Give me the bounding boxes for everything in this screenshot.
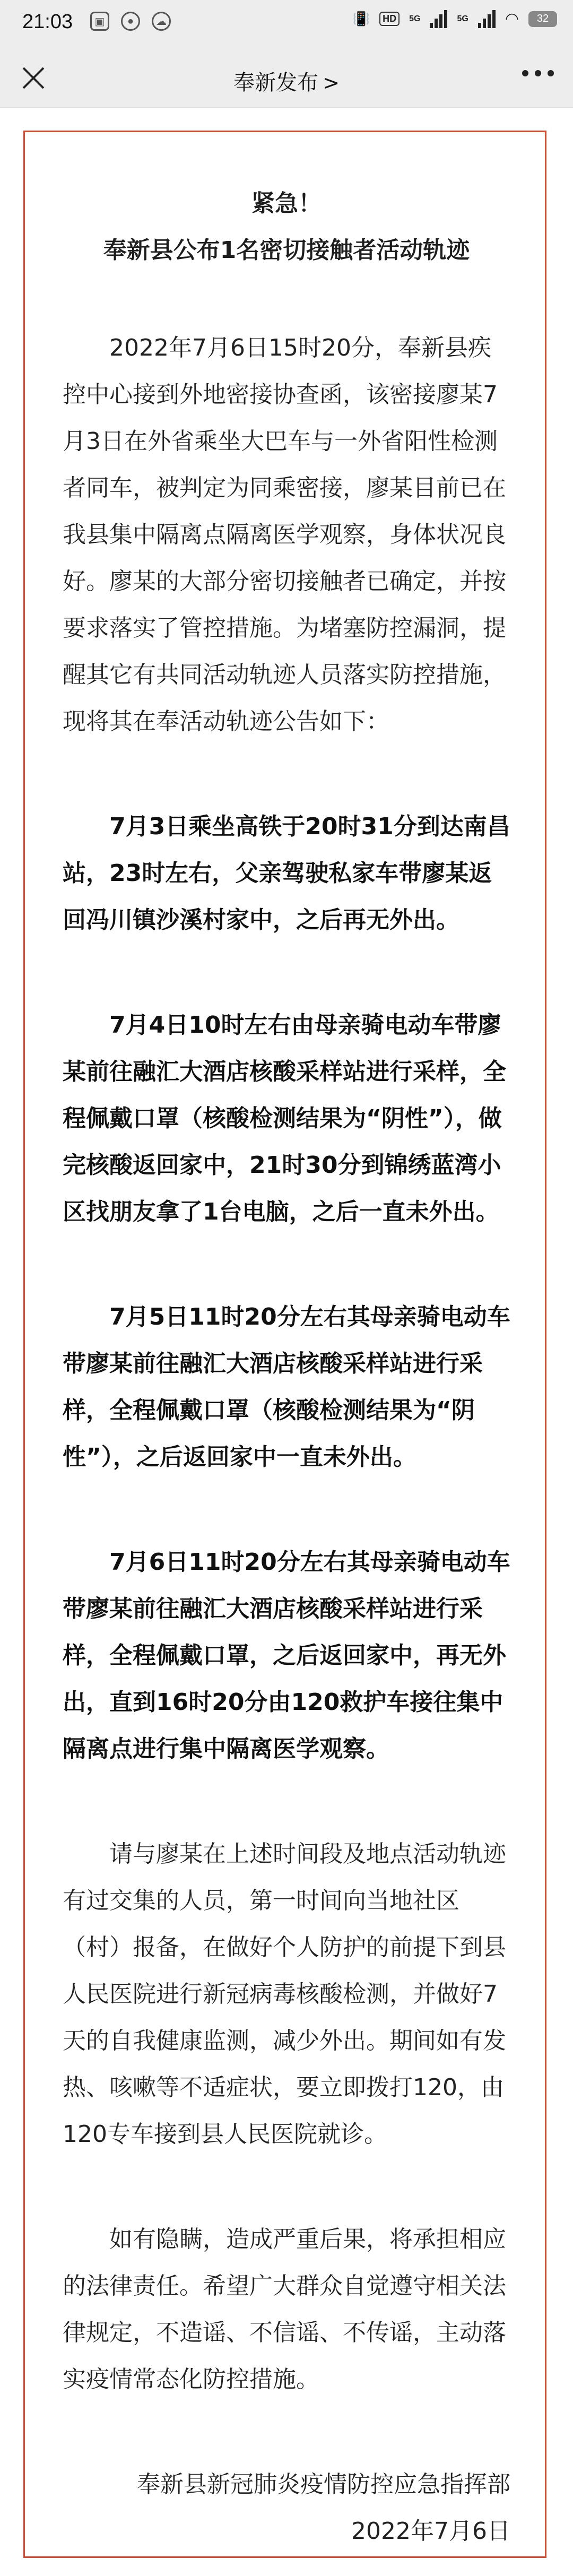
cloud-icon: ☁ xyxy=(152,12,171,31)
more-icon[interactable] xyxy=(522,70,554,76)
wifi-icon: ◠ xyxy=(505,10,519,28)
intro-paragraph: 2022年7月6日15时20分，奉新县疾控中心接到外地密接协查函，该密接廖某7月3日在外省乘坐大巴车与一外省阳性检测者同车，被判定为同乘密接，廖某目前已在我县集中隔离点隔离医学观察，身体状况良好。廖某的大部分密切接触者已确定，并按要求落实了管控措施。为堵塞防控漏洞，提醒其它有共同活动轨迹人员落实防控措施，现将其在奉活动轨迹公告如下： xyxy=(63,334,506,735)
status-bar xyxy=(0,0,573,49)
hd-badge: HD xyxy=(379,12,400,26)
notice-paragraph: 请与廖某在上述时间段及地点活动轨迹有过交集的人员，第一时间向当地社区（村）报备，在做好个人防护的前提下到县人民医院进行新冠病毒核酸检测，并做好7天的自我健康监测，减少外出。期间如有发热、咳嗽等不适症状，要立即拨打120，由120专车接到县人民医院就诊。 xyxy=(63,1840,506,2148)
warning-paragraph: 如有隐瞒，造成严重后果，将承担相应的法律责任。希望广大群众自觉遵守相关法律规定，不造谣、不信谣、不传谣，主动落实疫情常态化防控措施。 xyxy=(63,2226,506,2393)
article-heading: 奉新县公布1名密切接触者活动轨迹 xyxy=(103,237,470,264)
network-type-1: 5G xyxy=(409,14,421,23)
chat-icon: ● xyxy=(121,12,140,31)
article-heading-urgent: 紧急！ xyxy=(251,190,322,217)
publish-date: 2022年7月6日 xyxy=(351,2518,510,2545)
account-name: 奉新发布 xyxy=(233,71,319,95)
track-july-4: 7月4日10时左右由母亲骑电动车带廖某前往融汇大酒店核酸采样站进行采样，全程佩戴口罩（核酸检测结果为“阴性”），做完核酸返回家中，21时30分到锦绣蓝湾小区找朋友拿了1台电脑，之后一直未外出。 xyxy=(63,1012,506,1225)
account-title-button[interactable] xyxy=(0,66,573,96)
chevron-right-icon: > xyxy=(323,71,340,94)
article-body xyxy=(63,180,510,2555)
battery-icon: 32 xyxy=(528,11,557,27)
status-time: 21:03 xyxy=(22,11,73,33)
nav-bar xyxy=(0,49,573,108)
status-left-icons xyxy=(90,12,171,31)
signal-icon-2 xyxy=(478,10,496,28)
status-right-icons xyxy=(353,10,557,28)
track-july-6: 7月6日11时20分左右其母亲骑电动车带廖某前往融汇大酒店核酸采样站进行采样，全程佩戴口罩，之后返回家中，再无外出，直到16时20分由120救护车接往集中隔离点进行集中隔离医学观察。 xyxy=(63,1549,510,1762)
track-july-3: 7月3日乘坐高铁于20时31分到达南昌站，23时左右，父亲驾驶私家车带廖某返回冯川镇沙溪村家中，之后再无外出。 xyxy=(63,813,510,933)
vibrate-icon: 📳 xyxy=(352,11,370,27)
track-july-5: 7月5日11时20分左右其母亲骑电动车带廖某前往融汇大酒店核酸采样站进行采样，全程佩戴口罩（核酸检测结果为“阴性”），之后返回家中一直未外出。 xyxy=(63,1303,510,1471)
signal-icon xyxy=(430,10,447,28)
gallery-icon: ▣ xyxy=(90,12,109,31)
signature: 奉新县新冠肺炎疫情防控应急指挥部 xyxy=(137,2471,510,2498)
network-type-2: 5G xyxy=(457,14,468,23)
